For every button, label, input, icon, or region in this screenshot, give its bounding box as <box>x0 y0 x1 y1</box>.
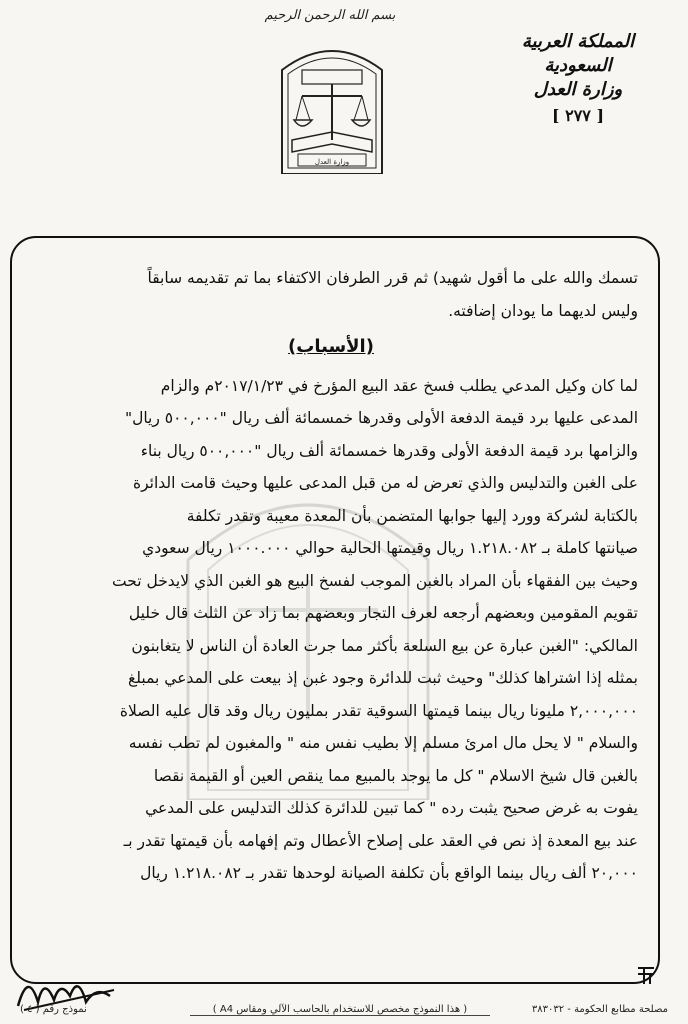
body-line: عند بيع المعدة إذ نص في العقد على إصلاح الأعطال وتم إفهامه بأن قيمتها تقدر بـ <box>123 831 638 850</box>
body-line: لما كان وكيل المدعي يطلب فسخ عقد البيع المؤرخ في ٢٠١٧/١/٢٣م والزام <box>160 376 638 395</box>
body-line: على الغبن والتدليس والذي تعرض له من قبل المدعى عليها وحيث قامت الدائرة <box>132 474 638 492</box>
svg-text:وزارة العدل: وزارة العدل <box>314 158 350 166</box>
document-number: [ ٢٧٧ ] <box>551 106 605 125</box>
body-line: بمثله إذا اشتراها كذلك" وحيث ثبت للدائرة وجود غبن إذ بيعت على المدعي بمبلغ <box>128 669 638 687</box>
body-line: وحيث بين الفقهاء بأن المراد بالغبن الموجب لفسخ البيع هو الغبن الذي لايدخل تحت <box>112 571 638 590</box>
body-line: والزامها برد قيمة الدفعة الأولى وقدرها خمسمائة ألف ريال "٥٠٠,٠٠٠ ريال بناء <box>140 441 638 460</box>
kingdom-name: المملكة العربية السعودية <box>521 31 635 76</box>
printer-note: مصلحة مطابع الحكومة - ٣٨٣٠٣٢ <box>531 1004 668 1015</box>
ministry-header <box>488 30 668 125</box>
bismillah-line: بسم الله الرحمن الرحيم <box>264 8 396 23</box>
body-line: ٢,٠٠٠,٠٠٠ مليونا ريال بينما قيمتها السوقية تقدر بمليون ريال وقد قال عليه الصلاة <box>119 701 638 720</box>
body-line: ٢٠,٠٠٠ ألف ريال بينما الواقع بأن تكلفة الصيانة لوحدها تقدر بـ ١.٢١٨.٠٨٢ ريال <box>140 864 638 882</box>
body-line: وليس لديهما ما يودان إضافته. <box>448 301 638 320</box>
page-footer <box>0 998 688 1024</box>
reasons-heading: (الأسباب) <box>288 336 374 357</box>
body-line: يفوت به غرض صحيح يثبت رده " كما تبين للدائرة كذلك التدليس على المدعي <box>145 799 638 817</box>
form-number: نموذج رقم ( ٤ ) <box>20 1004 87 1015</box>
ministry-emblem <box>272 40 392 174</box>
body-line: تقويم المقومين وبعضهم أرجعه لعرف التجار وبعضهم بما زاد عن الثلث قال خليل <box>128 604 638 622</box>
body-line: صيانتها كاملة بـ ١.٢١٨.٠٨٢ ريال وقيمتها الحالية حوالي ١٠٠٠.٠٠٠ ريال سعودي <box>142 539 638 557</box>
form-usage-note: ( هذا النموذج مخصص للاستخدام بالحاسب الآلي ومقاس A4 ) <box>190 1004 490 1016</box>
ministry-name: وزارة العدل <box>533 79 623 100</box>
body-line: المالكي: "الغبن عبارة عن بيع السلعة بأكثر مما جرت العادة أن الناس لا يتغابنون <box>131 636 638 655</box>
body-line: بالغبن قال شيخ الاسلام " كل ما يوجد بالمبيع مما ينقص العين أو القيمة نقصا <box>153 766 638 785</box>
document-body <box>24 262 638 890</box>
body-line: المدعى عليها برد قيمة الدفعة الأولى وقدرها خمسمائة ألف ريال "٥٠٠,٠٠٠ ريال" <box>124 409 638 427</box>
body-line: بالكتابة لشركة وورد إليها جوابها المتضمن بأن المعدة معيبة وتقدر تكلفة <box>186 506 638 525</box>
body-line: تسمك والله على ما أقول شهيد) ثم قرر الطرفان الاكتفاء بما تم تقديمه سابقاً <box>147 269 638 287</box>
body-line: والسلام " لا يحل مال امرئ مسلم إلا بطيب نفس منه " والمغبون لم تطب نفسه <box>128 734 638 752</box>
corner-mark-icon <box>634 962 660 988</box>
